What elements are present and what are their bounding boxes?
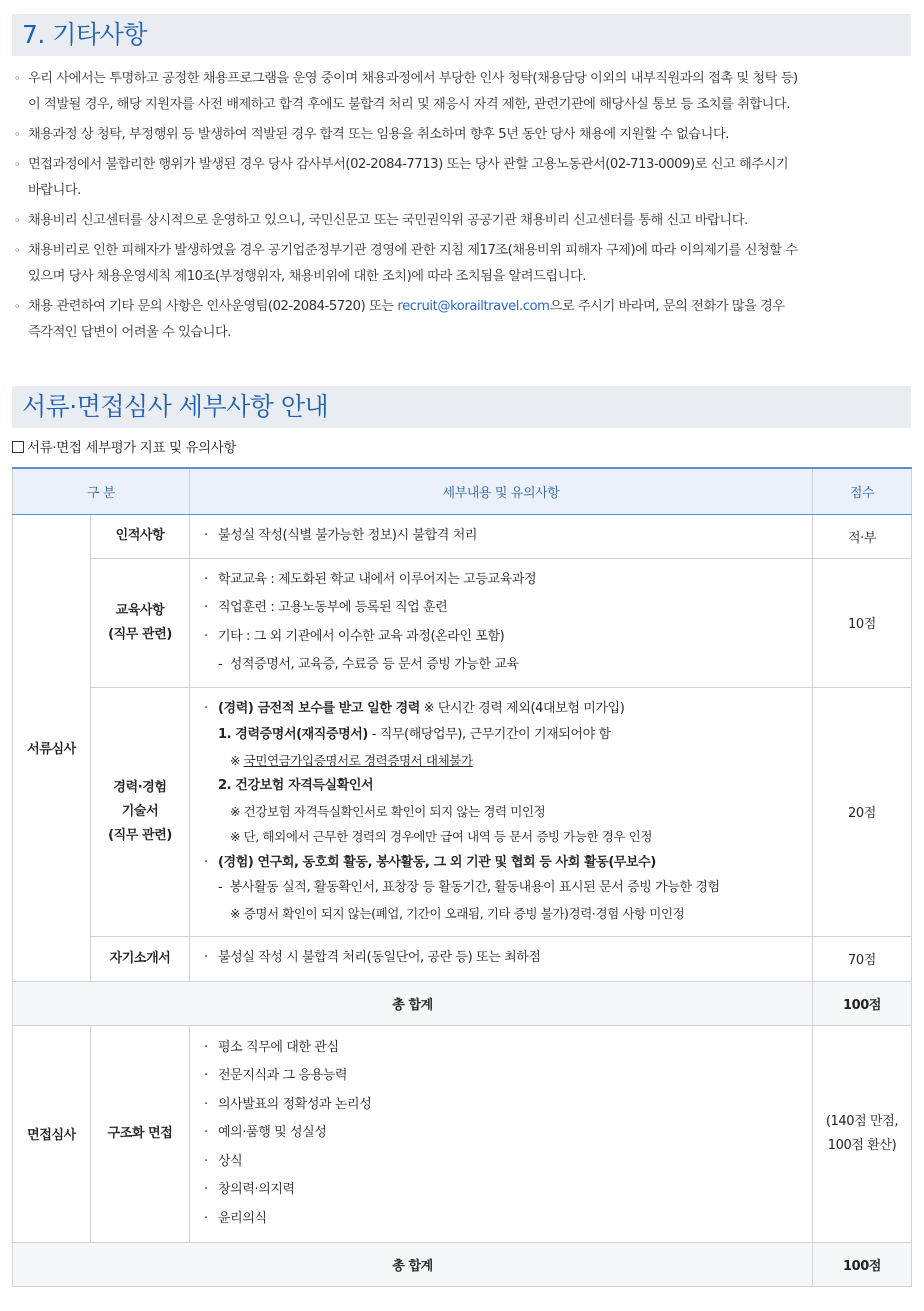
row-detail: [190, 936, 813, 981]
total-score: 100점: [813, 1242, 912, 1286]
detail-line: · 직업훈련 : 고용노동부에 등록된 직업 훈련: [204, 600, 448, 615]
detail-line: · (경력) 금전적 보수를 받고 일한 경력 ※ 단시간 경력 제외(4대보험 미가입): [204, 701, 625, 717]
row-score: 10점: [813, 558, 912, 687]
header-score: 점수: [813, 468, 912, 514]
total-score: 100점: [813, 981, 912, 1025]
row-detail: [190, 1025, 813, 1242]
total-row: [13, 1242, 912, 1286]
row-label: 인적사항: [91, 514, 190, 558]
bullet-icon: ◦: [14, 72, 21, 85]
subheading: [12, 437, 236, 459]
header-detail: 세부내용 및 유의사항: [190, 468, 813, 514]
detail-line: · 불성실 작성 시 불합격 처리(동일단어, 공란 등) 또는 최하점: [204, 950, 541, 966]
notes-list: [14, 66, 914, 350]
table-row: [13, 687, 912, 936]
detail-line: ※ 단, 해외에서 근무한 경력의 경우에만 급여 내역 등 문서 증빙 가능한 경우 인정: [230, 829, 653, 845]
detail-line: - 성적증명서, 교육증, 수료증 등 문서 증빙 가능한 교육: [218, 657, 519, 672]
bullet-icon: ◦: [14, 300, 21, 313]
category-interview: 면접심사: [13, 1025, 91, 1242]
table-row: [13, 1025, 912, 1242]
detail-line: ※ 국민연금가입증명서로 경력증명서 대체불가: [230, 752, 473, 768]
bullet-icon: ◦: [14, 158, 21, 171]
detail-line: · 창의력·의지력: [204, 1182, 295, 1198]
category-doc-review: 서류심사: [13, 514, 91, 981]
section-title-review-guide: 서류·면접심사 세부사항 안내: [12, 386, 911, 428]
note-line: 있으며 당사 채용운영세칙 제10조(부정행위자, 채용비위에 대한 조치)에 따라 조치됨을 알려드립니다.: [28, 269, 586, 284]
row-label: 자기소개서: [91, 936, 190, 981]
note-line: 채용과정 상 청탁, 부정행위 등 발생하여 적발된 경우 합격 또는 임용을 취소하며 향후 5년 동안 당사 채용에 지원할 수 없습니다.: [28, 127, 729, 142]
note-line: 채용비리 신고센터를 상시적으로 운영하고 있으니, 국민신문고 또는 국민권익위 공공기관 채용비리 신고센터를 통해 신고 바랍니다.: [28, 213, 748, 228]
note-item: [14, 122, 914, 148]
checkbox-square-icon: [12, 441, 24, 453]
table-row: [13, 558, 912, 687]
total-label: 총 합계: [13, 981, 813, 1025]
row-label: 구조화 면접: [91, 1025, 190, 1242]
row-score: 70점: [813, 936, 912, 981]
subheading-text: 서류·면접 세부평가 지표 및 유의사항: [27, 440, 237, 456]
bullet-icon: ◦: [14, 244, 21, 257]
note-line: [28, 294, 914, 320]
table-header-row: [13, 468, 912, 514]
detail-line: · 전문지식과 그 응용능력: [204, 1068, 348, 1084]
note-line: 우리 사에서는 투명하고 공정한 채용프로그램을 운영 중이며 채용과정에서 부당한 인사 청탁(채용담당 이외의 내부직원과의 접촉 및 청탁 등): [28, 71, 798, 86]
row-detail: [190, 687, 813, 936]
note-line: 채용비리로 인한 피해자가 발생하였을 경우 공기업준정부기관 경영에 관한 지침 제17조(채용비위 피해자 구제)에 따라 이의제기를 신청할 수: [28, 243, 798, 258]
table-row: [13, 514, 912, 558]
note-item: [14, 294, 914, 346]
total-row: [13, 981, 912, 1025]
email-link[interactable]: recruit@korailtravel.com: [397, 299, 550, 314]
table-row: [13, 936, 912, 981]
note-text: 채용 관련하여 기타 문의 사항은 인사운영팀(02-2084-5720) 또는: [28, 299, 398, 314]
detail-line: · (경험) 연구회, 동호회 활동, 봉사활동, 그 외 기관 및 협회 등 사회 활동(무보수): [204, 854, 656, 870]
detail-line: ※ 건강보험 자격득실확인서로 확인이 되지 않는 경력 미인정: [230, 803, 546, 819]
detail-line: · 기타 : 그 외 기관에서 이수한 교육 과정(온라인 포함): [204, 628, 505, 644]
note-text: 으로 주시기 바라며, 문의 전화가 많을 경우: [549, 299, 785, 314]
detail-line: · 평소 직무에 대한 관심: [204, 1039, 339, 1055]
header-category: 구 분: [13, 468, 190, 514]
detail-line: · 상식: [204, 1153, 243, 1169]
row-score: 적·부: [813, 514, 912, 558]
evaluation-table: [12, 467, 912, 1287]
row-score: 20점: [813, 687, 912, 936]
detail-line: - 봉사활동 실적, 활동확인서, 표창장 등 활동기간, 활동내용이 표시된 문서 증빙 가능한 경험: [218, 880, 720, 896]
detail-line: · 윤리의식: [204, 1210, 267, 1226]
detail-line: 1. 경력증명서(재직증명서) - 직무(해당업무), 근무기간이 기재되어야 함: [218, 726, 611, 742]
row-label: 경력·경험 기술서 (직무 관련): [91, 687, 190, 936]
detail-line: · 예의·품행 및 성실성: [204, 1125, 327, 1141]
note-line: 이 적발될 경우, 해당 지원자를 사전 배제하고 합격 후에도 불합격 처리 및 재응시 자격 제한, 관련기관에 해당사실 통보 등 조치를 취합니다.: [28, 97, 790, 112]
note-line: 면접과정에서 불합리한 행위가 발생된 경우 당사 감사부서(02-2084-7713) 또는 당사 관할 고용노동관서(02-713-0009)로 신고 해주시기: [28, 157, 789, 172]
section-title-other-notes: 7. 기타사항: [12, 14, 911, 56]
detail-line: · 의사발표의 정확성과 논리성: [204, 1096, 372, 1112]
bullet-icon: ◦: [14, 128, 21, 141]
total-label: 총 합계: [13, 1242, 813, 1286]
note-item: [14, 152, 914, 204]
note-line: 바랍니다.: [28, 183, 81, 198]
detail-line: 2. 건강보험 자격득실확인서: [218, 778, 374, 794]
row-detail: [190, 514, 813, 558]
note-item: [14, 66, 914, 118]
note-item: [14, 238, 914, 290]
bullet-icon: ◦: [14, 214, 21, 227]
detail-line: ※ 증명서 확인이 되지 않는(폐업, 기간이 오래됨, 기타 증빙 불가)경력·경험 사항 미인정: [230, 906, 685, 922]
note-line: 즉각적인 답변이 어려울 수 있습니다.: [28, 325, 232, 340]
note-item: [14, 208, 914, 234]
row-score: (140점 만점, 100점 환산): [813, 1025, 912, 1242]
detail-line: · 불성실 작성(식별 불가능한 정보)시 불합격 처리: [204, 527, 478, 543]
row-detail: [190, 558, 813, 687]
detail-line: · 학교교육 : 제도화된 학교 내에서 이루어지는 고등교육과정: [204, 571, 537, 587]
row-label: 교육사항 (직무 관련): [91, 558, 190, 687]
